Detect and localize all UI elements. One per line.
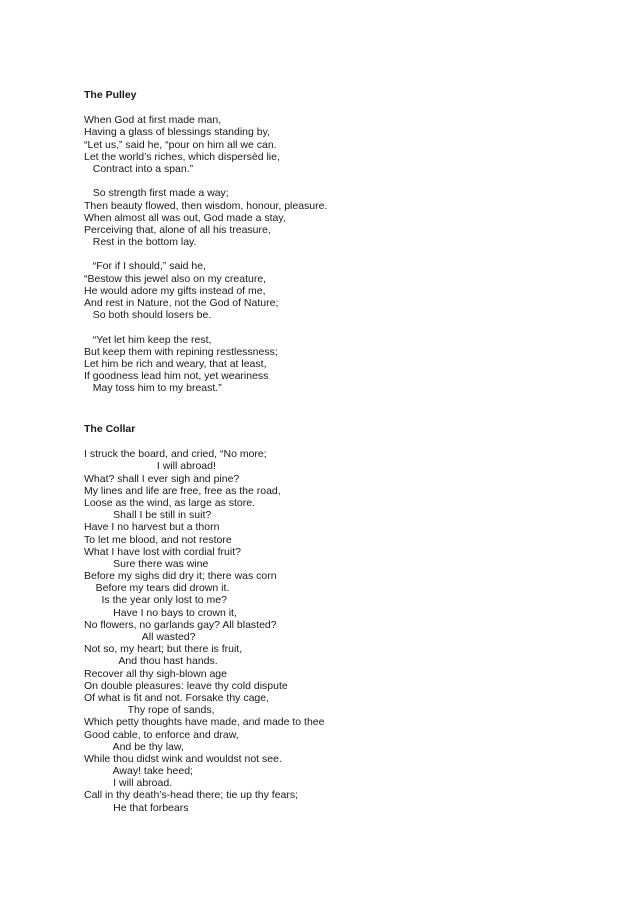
poem-line: Away! take heed; bbox=[84, 765, 193, 778]
poem-the-pulley bbox=[84, 88, 584, 395]
poem-line: On double pleasures: leave thy cold dispute bbox=[84, 679, 288, 692]
poem-line: Call in thy death’s-head there; tie up thy fears; bbox=[84, 789, 299, 802]
poem-line: When God at first made man, bbox=[84, 114, 222, 127]
poem-line: “For if I should,” said he, bbox=[84, 260, 206, 273]
poem-line: Let him be rich and weary, that at least, bbox=[84, 357, 267, 370]
poem-line: Which petty thoughts have made, and made to thee bbox=[84, 716, 325, 729]
poem-line: And be thy law, bbox=[84, 740, 184, 753]
poem-line: Not so, my heart; but there is fruit, bbox=[84, 643, 243, 656]
poem-line: My lines and life are free, free as the road, bbox=[84, 484, 281, 497]
poem-line: Of what is fit and not. Forsake thy cage, bbox=[84, 691, 270, 704]
poem-line: Sure there was wine bbox=[84, 557, 209, 570]
poem-line: Shall I be still in suit? bbox=[84, 509, 212, 522]
poem-line: Good cable, to enforce and draw, bbox=[84, 728, 239, 741]
poem-lines bbox=[84, 114, 584, 394]
poem-line: So strength first made a way; bbox=[84, 187, 229, 200]
poem-line: May toss him to my breast.” bbox=[84, 382, 222, 395]
poem-line: “Yet let him keep the rest, bbox=[84, 333, 212, 346]
poem-line: Rest in the bottom lay. bbox=[84, 236, 197, 249]
poem-line: I will abroad. bbox=[84, 777, 173, 790]
poem-line: Recover all thy sigh-blown age bbox=[84, 667, 227, 680]
stanza-break bbox=[84, 248, 584, 260]
poem-line: When almost all was out, God made a stay, bbox=[84, 211, 286, 224]
poem-line: And rest in Nature, not the God of Nature; bbox=[84, 297, 279, 309]
poem-line: What? shall I ever sigh and pine? bbox=[84, 472, 240, 485]
poem-line: “Let us,” said he, “pour on him all we can. bbox=[84, 138, 277, 151]
stanza-break bbox=[84, 321, 584, 333]
stanza-break bbox=[84, 175, 584, 187]
poem-line: Having a glass of blessings standing by, bbox=[84, 126, 270, 139]
poem-line: Then beauty flowed, then wisdom, honour, pleasure. bbox=[84, 199, 328, 212]
poem-line: But keep them with repining restlessness; bbox=[84, 345, 278, 358]
poem-line: Have I no harvest but a thorn bbox=[84, 521, 220, 534]
poem-line: What I have lost with cordial fruit? bbox=[84, 545, 241, 558]
poem-line: Is the year only lost to me? bbox=[84, 594, 227, 607]
poem-line: Before my sighs did dry it; there was corn bbox=[84, 570, 277, 583]
poem-line: So both should losers be. bbox=[84, 309, 212, 322]
poem-line: Let the world’s riches, which dispersèd lie, bbox=[84, 150, 280, 163]
poem-line: He would adore my gifts instead of me, bbox=[84, 284, 266, 297]
poem-title: The Collar bbox=[84, 423, 136, 435]
poem-line: No flowers, no garlands gay? All blasted? bbox=[84, 618, 277, 631]
poem-line: Thy rope of sands, bbox=[84, 704, 215, 717]
poem-lines bbox=[84, 448, 584, 814]
poem-line: While thou didst wink and wouldst not see. bbox=[84, 752, 282, 765]
poem-line: He that forbears bbox=[84, 801, 189, 814]
poem-line: I will abroad! bbox=[84, 460, 216, 473]
poem-line: All wasted? bbox=[84, 631, 196, 643]
poem-line: And thou hast hands. bbox=[84, 655, 218, 668]
poem-title: The Pulley bbox=[84, 89, 137, 101]
poem-line: Loose as the wind, as large as store. bbox=[84, 496, 256, 509]
poem-line: Contract into a span.” bbox=[84, 162, 194, 175]
poem-line: “Bestow this jewel also on my creature, bbox=[84, 272, 267, 285]
poem-line: To let me blood, and not restore bbox=[84, 533, 232, 546]
poem-line: Have I no bays to crown it, bbox=[84, 606, 237, 619]
poem-the-collar bbox=[84, 422, 584, 814]
poem-line: Before my tears did drown it. bbox=[84, 582, 230, 595]
poem-line: I struck the board, and cried, “No more; bbox=[84, 448, 267, 461]
poem-line: Perceiving that, alone of all his treasure, bbox=[84, 223, 271, 236]
poem-line: If goodness lead him not, yet weariness bbox=[84, 370, 269, 383]
